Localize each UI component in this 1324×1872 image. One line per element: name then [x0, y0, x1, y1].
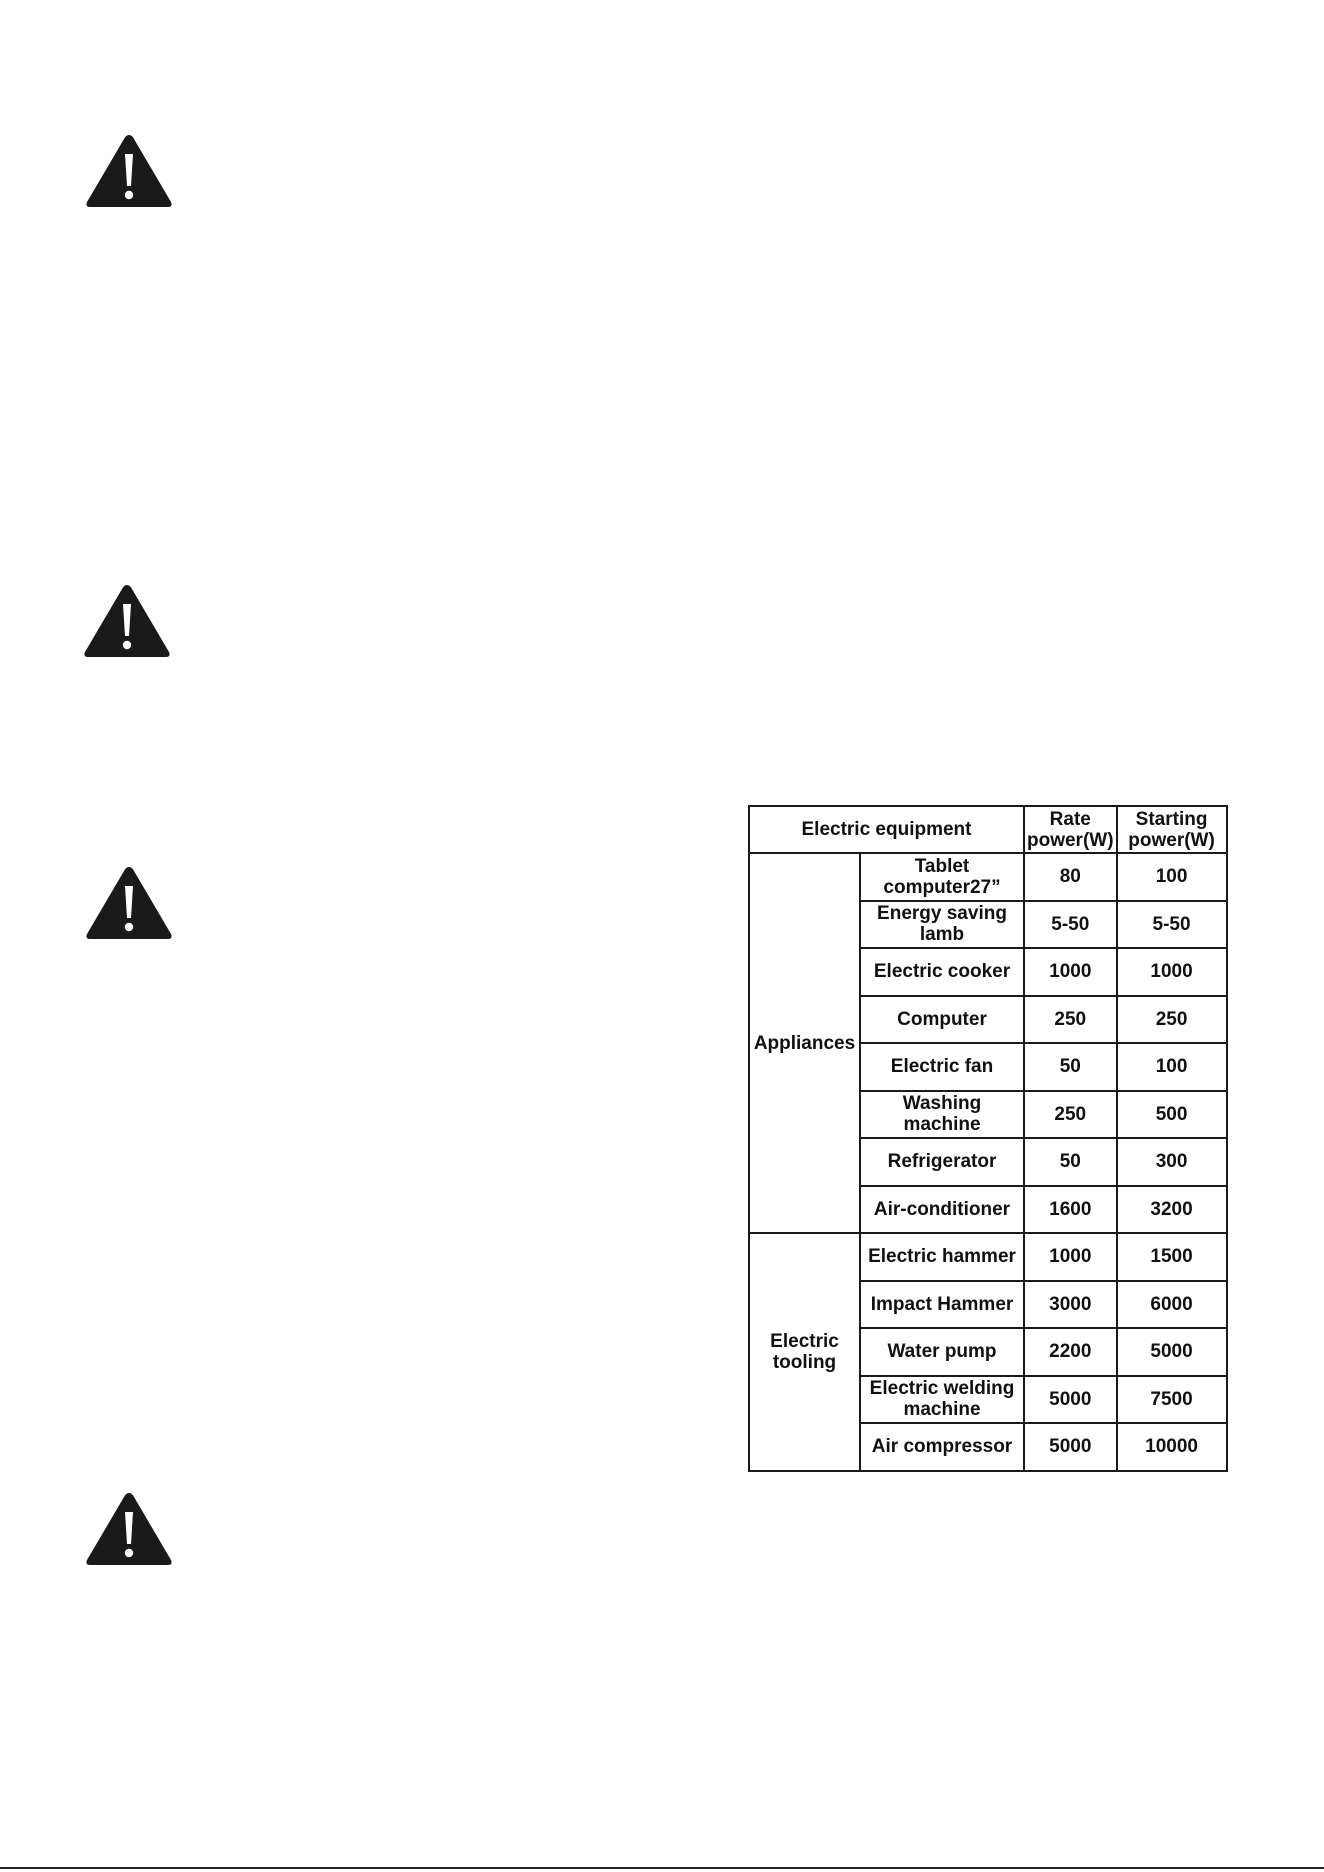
- rate-cell: 1000: [1024, 948, 1117, 996]
- item-cell: Impact Hammer: [860, 1281, 1024, 1329]
- start-cell: 3200: [1117, 1186, 1227, 1234]
- item-cell: Electric fan: [860, 1043, 1024, 1091]
- group-electric-tooling: Electric tooling: [749, 1233, 860, 1471]
- header-rate-power: Rate power(W): [1024, 806, 1117, 853]
- start-cell: 500: [1117, 1091, 1227, 1139]
- rate-cell: 2200: [1024, 1328, 1117, 1376]
- group-appliances: Appliances: [749, 853, 860, 1233]
- item-cell: Refrigerator: [860, 1138, 1024, 1186]
- rate-cell: 50: [1024, 1138, 1117, 1186]
- rate-cell: 5000: [1024, 1423, 1117, 1471]
- item-cell: Electric cooker: [860, 948, 1024, 996]
- start-cell: 300: [1117, 1138, 1227, 1186]
- warning-triangle-icon: [82, 582, 172, 660]
- rate-cell: 5-50: [1024, 901, 1117, 949]
- item-cell: Computer: [860, 996, 1024, 1044]
- power-table: [748, 805, 1228, 1472]
- item-cell: Air-conditioner: [860, 1186, 1024, 1234]
- rate-cell: 3000: [1024, 1281, 1117, 1329]
- start-cell: 250: [1117, 996, 1227, 1044]
- table-row: [749, 1233, 1227, 1281]
- start-cell: 100: [1117, 853, 1227, 901]
- rate-cell: 5000: [1024, 1376, 1117, 1424]
- warning-triangle-icon: [84, 1490, 174, 1568]
- start-cell: 6000: [1117, 1281, 1227, 1329]
- item-cell: Air compressor: [860, 1423, 1024, 1471]
- header-starting-power: Starting power(W): [1117, 806, 1227, 853]
- header-electric-equipment: Electric equipment: [749, 806, 1024, 853]
- start-cell: 10000: [1117, 1423, 1227, 1471]
- item-cell: Electric welding machine: [860, 1376, 1024, 1424]
- start-cell: 1000: [1117, 948, 1227, 996]
- start-cell: 5000: [1117, 1328, 1227, 1376]
- warning-triangle-icon: [84, 864, 174, 942]
- table-header-row: [749, 806, 1227, 853]
- rate-cell: 1600: [1024, 1186, 1117, 1234]
- item-cell: Electric hammer: [860, 1233, 1024, 1281]
- item-cell: Energy saving lamb: [860, 901, 1024, 949]
- page-bottom-rule: [0, 1867, 1324, 1869]
- rate-cell: 1000: [1024, 1233, 1117, 1281]
- rate-cell: 250: [1024, 1091, 1117, 1139]
- item-cell: Water pump: [860, 1328, 1024, 1376]
- table-row: [749, 853, 1227, 901]
- item-cell: Washing machine: [860, 1091, 1024, 1139]
- rate-cell: 80: [1024, 853, 1117, 901]
- warning-triangle-icon: [84, 132, 174, 210]
- rate-cell: 50: [1024, 1043, 1117, 1091]
- rate-cell: 250: [1024, 996, 1117, 1044]
- start-cell: 1500: [1117, 1233, 1227, 1281]
- start-cell: 7500: [1117, 1376, 1227, 1424]
- start-cell: 100: [1117, 1043, 1227, 1091]
- start-cell: 5-50: [1117, 901, 1227, 949]
- item-cell: Tablet computer27”: [860, 853, 1024, 901]
